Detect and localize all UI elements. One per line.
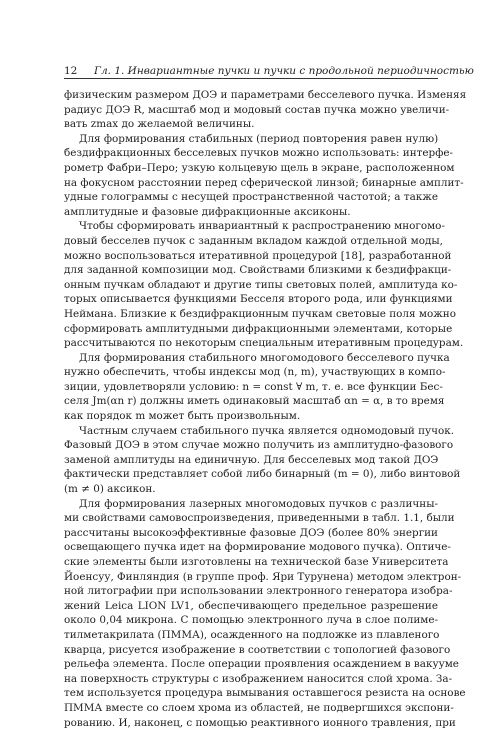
page-body — [64, 88, 467, 730]
paragraph — [64, 88, 467, 132]
text-line: вать zmax до желаемой величины. — [64, 118, 255, 131]
text-line: жений Leica LION LV1, обеспечивающего предельное разрешение — [64, 599, 438, 612]
text-line: амплитудные и фазовые дифракционные аксиконы. — [64, 205, 351, 218]
text-line: Для формирования лазерных многомодовых пучков с различны- — [79, 497, 438, 510]
text-line: нужно обеспечить, чтобы индексы мод (n, m), участвующих в компо- — [64, 366, 446, 379]
text-line: можно воспользоваться итеративной процедурой [18], разработанной — [64, 249, 452, 262]
text-line: Частным случаем стабильного пучка является одномодовый пучок. — [79, 424, 455, 437]
text-line: рометр Фабри–Перо; узкую кольцевую щель в экране, расположенном — [64, 161, 455, 174]
text-line: освещающего пучка идет на формирование модового пучка). Оптиче- — [64, 541, 451, 554]
text-line: рованию. И, наконец, с помощью реактивного ионного травления, при — [64, 716, 456, 729]
text-line: ские элементы были изготовлены на технической базе Университета — [64, 556, 449, 568]
text-line: Чтобы сформировать инвариантный к распространению многомо- — [79, 220, 445, 233]
running-title: Гл. 1. Инвариантные пучки и пучки с продольной периодичностью — [94, 65, 474, 77]
text-line: ной литографии при использовании электронного генератора изобра- — [64, 585, 453, 598]
text-line: зиции, удовлетворяли условию: n = const ∀ m, т. е. все функции Бес- — [64, 380, 443, 393]
text-line: рассчитываются по некоторым специальным итеративным процедурам. — [64, 337, 464, 350]
text-line: ми свойствами самовоспроизведения, приведенными в табл. 1.1, были — [64, 512, 455, 525]
text-line: торых описывается функциями Бесселя второго рода, или функциями — [64, 293, 453, 306]
text-line: Для формирования стабильного многомодового бесселевого пучка — [79, 351, 450, 364]
text-line: заменой амплитуды на единичную. Для бесселевых мод такой ДОЭ — [64, 453, 439, 466]
text-line: ПММА вместе со слоем хрома из областей, не подвергшихся экспони- — [64, 701, 454, 714]
text-line: сформировать амплитудными дифракционными элементами, которые — [64, 322, 453, 335]
text-line: Фазовый ДОЭ в этом случае можно получить из амплитудно-фазового — [64, 439, 454, 452]
text-line: на поверхность структуры с изображением наносится слой хрома. За- — [64, 672, 453, 685]
text-line: тем используется процедура вымывания оставшегося резиста на основе — [64, 687, 466, 700]
text-line: онным пучкам обладают и другие типы световых полей, амплитуда ко- — [64, 278, 458, 291]
text-line: довый бесселев пучок с заданным вкладом каждой отдельной моды, — [64, 234, 443, 247]
paragraph — [64, 424, 461, 497]
text-line: (m ≠ 0) аксикон. — [64, 483, 156, 496]
text-line: на фокусном расстоянии перед сферической линзой; бинарные амплит- — [64, 176, 464, 189]
text-line: около 0,04 микрона. С помощью электронного луча в слое полиме- — [64, 614, 438, 627]
page-number: 12 — [64, 65, 78, 77]
text-line: бездифракционных бесселевых пучков можно использовать: интерфе- — [64, 147, 453, 160]
text-line: Неймана. Близкие к бездифракционным пучкам световые поля можно — [64, 307, 456, 320]
paragraph — [64, 132, 464, 220]
text-line: Для формирования стабильных (период повторения равен нулю) — [79, 132, 439, 145]
text-line: фактически представляет собой либо бинарный (m = 0), либо винтовой — [64, 468, 461, 481]
text-line: физическим размером ДОЭ и параметрами бесселевого пучка. Изменяя — [64, 89, 467, 101]
text-line: как порядок m может быть произвольным. — [64, 410, 301, 423]
paragraph — [64, 351, 450, 424]
paragraph — [64, 497, 466, 731]
running-header — [64, 64, 474, 79]
text-line: рельефа элемента. После операции проявления осаждением в вакууме — [64, 658, 459, 671]
text-line: для заданной композиции мод. Свойствами близкими к бездифракци- — [64, 264, 452, 277]
text-line: селя Jm(αn r) должны иметь одинаковый масштаб αn = α, в то время — [64, 395, 445, 408]
paragraph — [64, 219, 464, 350]
text-line: кварца, рисуется изображение в соответствии с топологией фазового — [64, 643, 451, 656]
text-line: тилметакрилата (ПММА), осажденного на подложке из плавленого — [64, 628, 440, 641]
text-line: удные голограммы с несущей пространственной частотой; а также — [64, 191, 438, 204]
text-line: радиус ДОЭ R, масштаб мод и модовый состав пучка можно увеличи- — [64, 103, 450, 116]
text-line: рассчитаны высокоэффективные фазовые ДОЭ (более 80% энергии — [64, 526, 438, 539]
text-line: Йоенсуу, Финляндия (в группе проф. Яри Турунена) методом электрон- — [64, 570, 462, 583]
